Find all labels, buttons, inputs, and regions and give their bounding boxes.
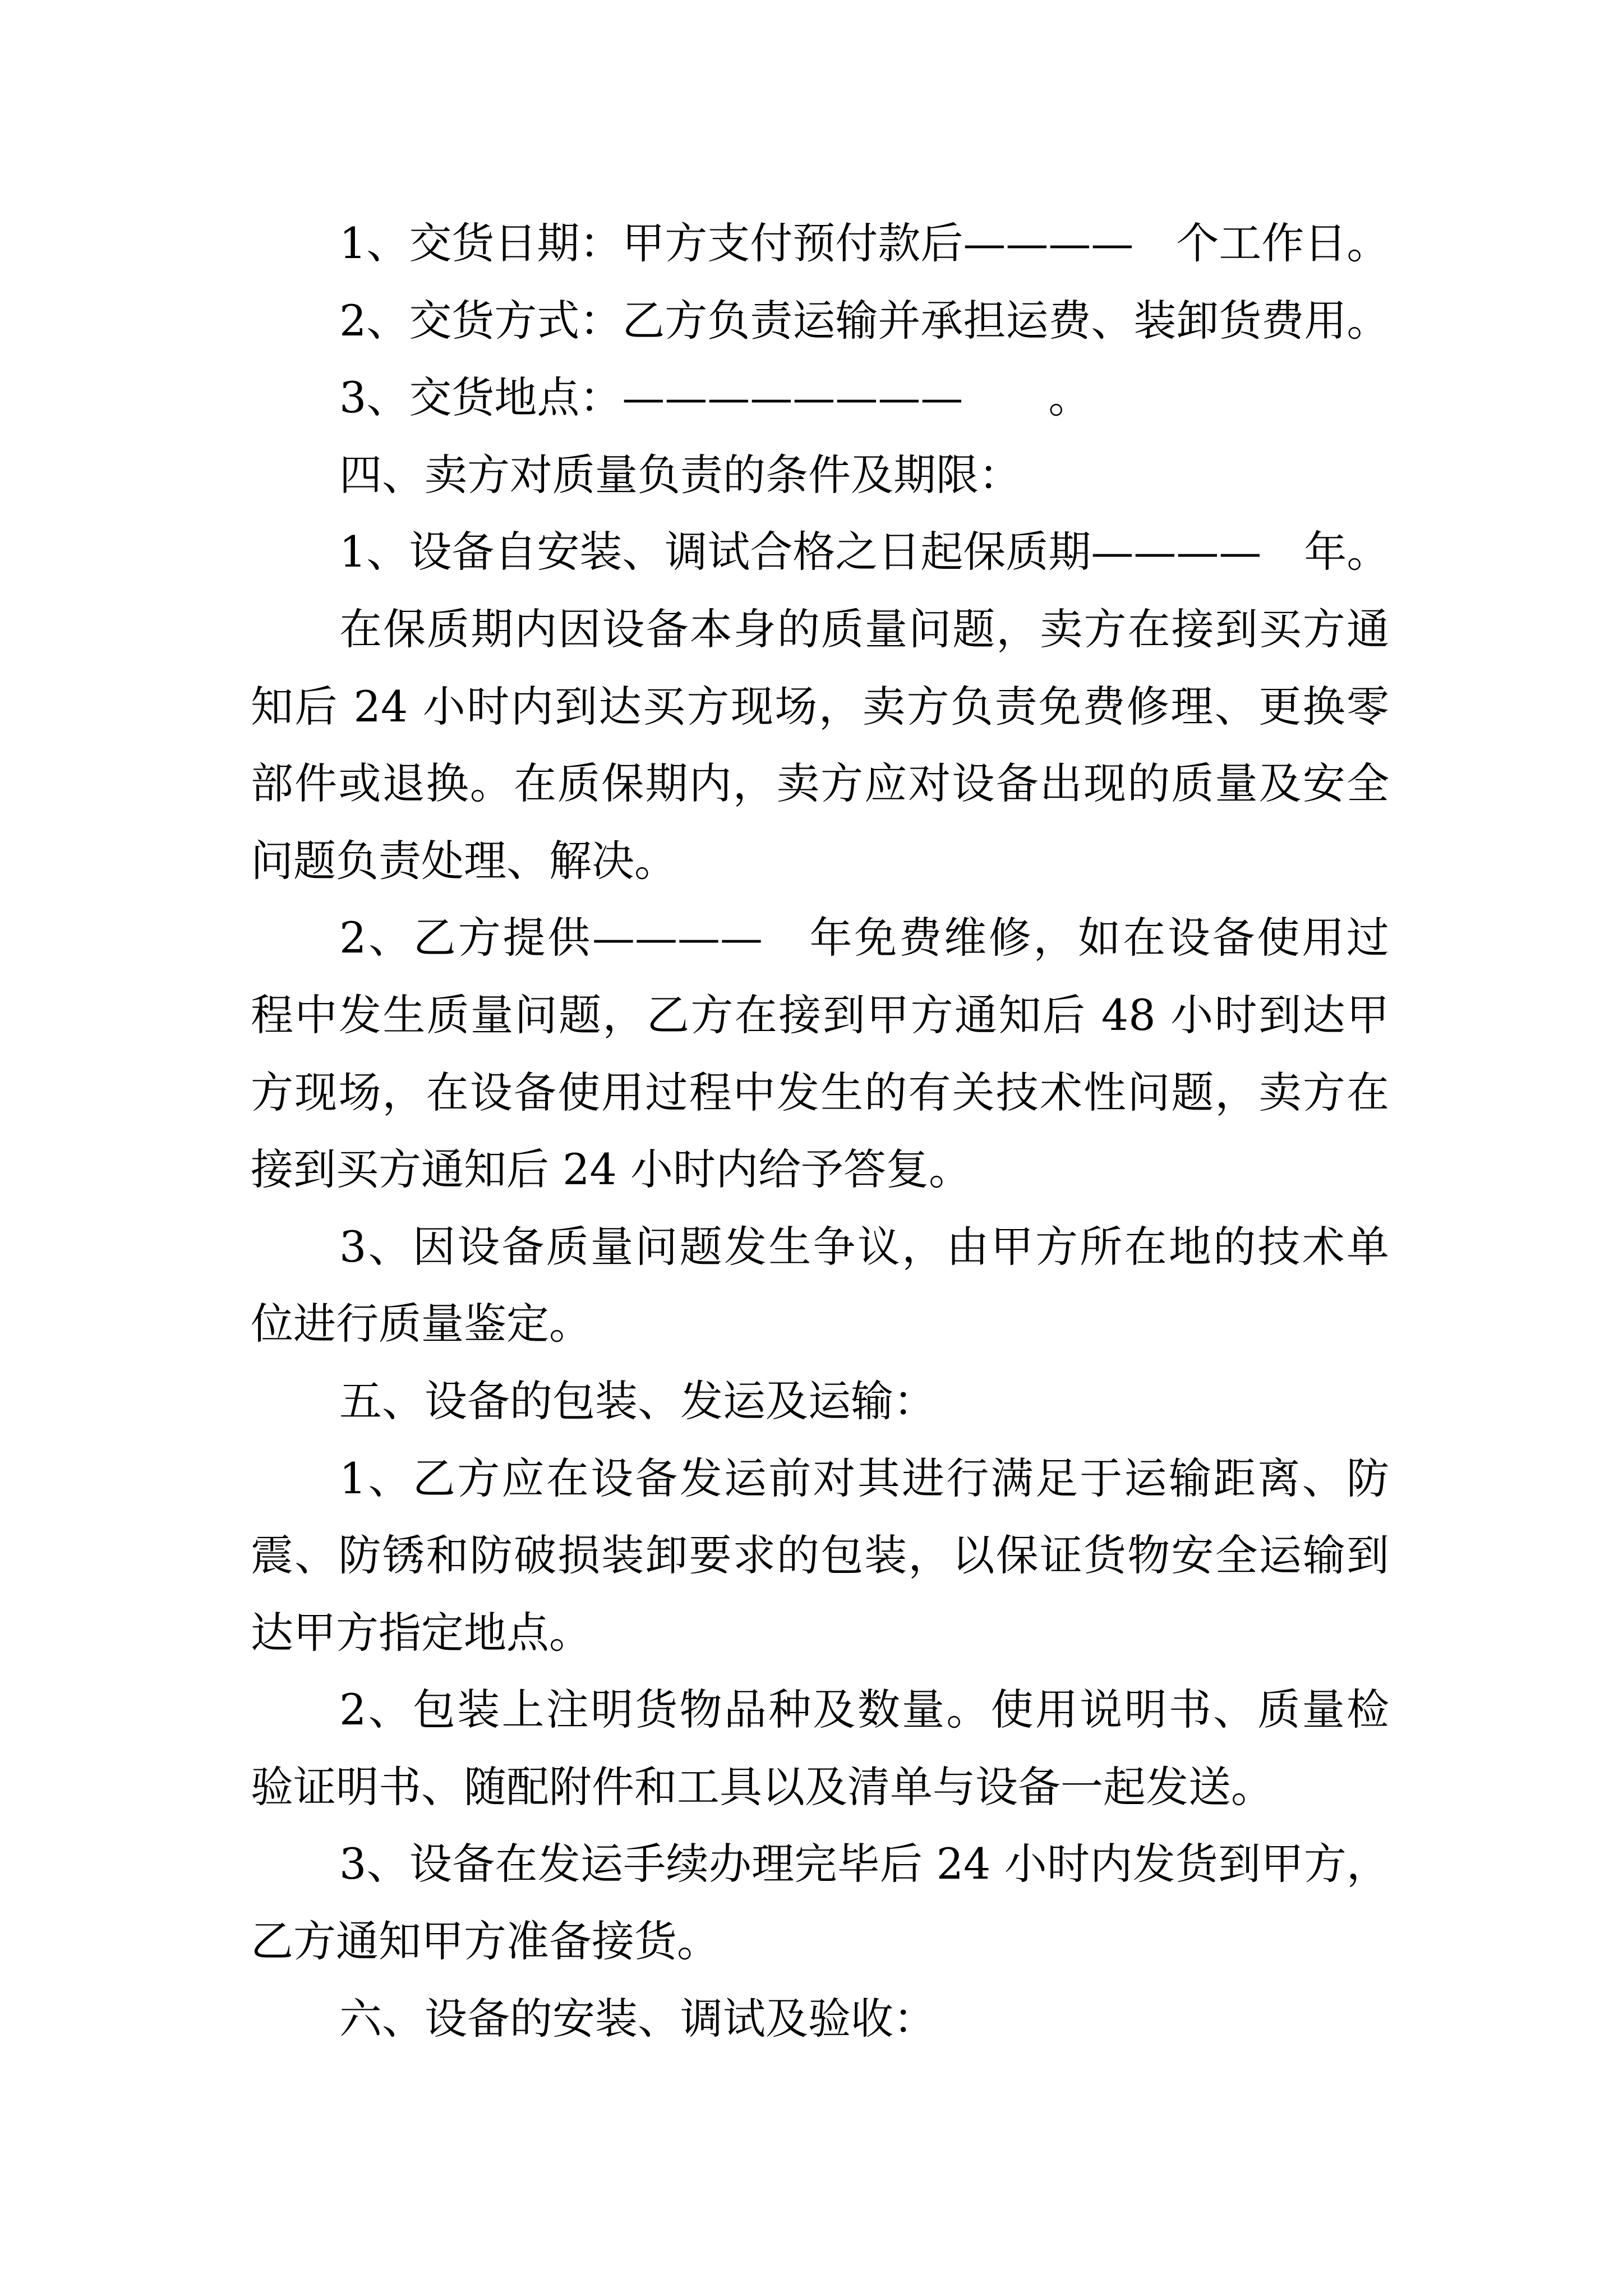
document-body bbox=[251, 205, 1389, 2057]
text-line: 验证明书、随配附件和工具以及清单与设备一起发送。 bbox=[251, 1761, 1274, 1812]
text-line: 部件或退换。在质保期内，卖方应对设备出现的质量及安全 bbox=[251, 758, 1389, 809]
text-line: 五、设备的包装、发运及运输： bbox=[339, 1375, 936, 1426]
text-line: 四、卖方对质量负责的条件及期限： bbox=[339, 449, 1021, 500]
text-line: 1、乙方应在设备发运前对其进行满足于运输距离、防 bbox=[339, 1453, 1389, 1503]
text-line: 1、设备自安装、调试合格之日起保质期———— 年。 bbox=[339, 527, 1390, 577]
text-line: 位进行质量鉴定。 bbox=[251, 1299, 592, 1349]
text-line: 接到买方通知后 24 小时内给予答复。 bbox=[251, 1144, 972, 1195]
text-line: 方现场，在设备使用过程中发生的有关技术性问题，卖方在 bbox=[251, 1067, 1389, 1117]
text-line: 1、交货日期：甲方支付预付款后———— 个工作日。 bbox=[339, 218, 1390, 268]
text-line: 在保质期内因设备本身的质量问题，卖方在接到买方通 bbox=[339, 604, 1389, 654]
text-line: 问题负责处理、解决。 bbox=[251, 835, 677, 886]
text-line: 知后 24 小时内到达买方现场，卖方负责免费修理、更换零 bbox=[251, 681, 1389, 731]
text-line: 程中发生质量问题，乙方在接到甲方通知后 48 小时到达甲 bbox=[251, 990, 1389, 1040]
text-line: 3、因设备质量问题发生争议，由甲方所在地的技术单 bbox=[339, 1221, 1389, 1272]
text-line: 3、设备在发运手续办理完毕后 24 小时内发货到甲方， bbox=[339, 1839, 1389, 1889]
text-line: 六、设备的安装、调试及验收： bbox=[339, 1993, 936, 2044]
text-line: 乙方通知甲方准备接货。 bbox=[251, 1916, 720, 1967]
text-line: 3、交货地点：———————— 。 bbox=[339, 372, 1091, 423]
text-line: 震、防锈和防破损装卸要求的包装，以保证货物安全运输到 bbox=[251, 1530, 1389, 1581]
text-line: 2、乙方提供———— 年免费维修，如在设备使用过 bbox=[339, 913, 1389, 963]
text-line: 达甲方指定地点。 bbox=[251, 1607, 592, 1658]
text-line: 2、包装上注明货物品种及数量。使用说明书、质量检 bbox=[339, 1685, 1389, 1735]
text-line: 2、交货方式：乙方负责运输并承担运费、装卸货费用。 bbox=[339, 295, 1390, 346]
